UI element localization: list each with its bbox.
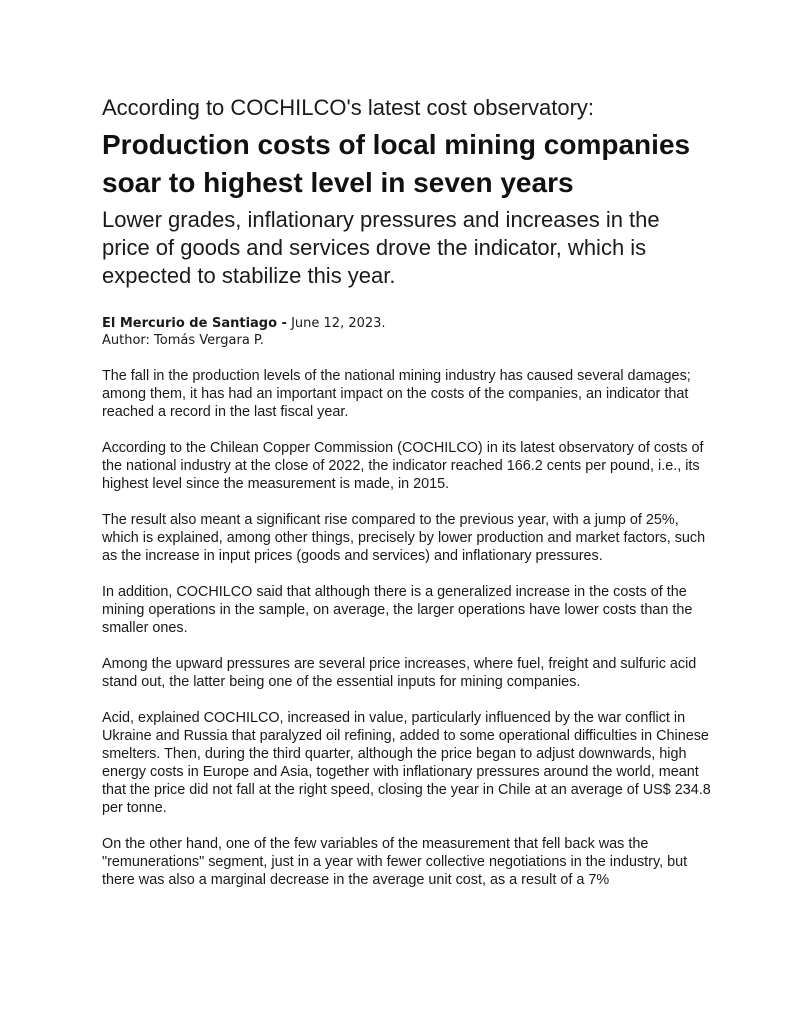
byline: [102, 315, 712, 349]
article: [102, 94, 712, 907]
article-headline: Production costs of local mining companies soar to highest level in seven years: [102, 129, 691, 198]
paragraph: In addition, COCHILCO said that although there is a generalized increase in the costs of the mining operations in the sample, on average, the larger operations have lower costs than the smaller ones.: [102, 584, 693, 636]
paragraph: According to the Chilean Copper Commission (COCHILCO) in its latest observatory of costs of the national industry at the close of 2022, the indicator reached 166.2 cents per pound, i.e., its highest level since the measurement is made, in 2015.: [102, 440, 704, 492]
paragraph: Among the upward pressures are several price increases, where fuel, freight and sulfuric acid stand out, the latter being one of the essential inputs for mining companies.: [102, 656, 697, 690]
paragraph: On the other hand, one of the few variables of the measurement that fell back was the "remunerations" segment, just in a year with fewer collective negotiations in the industry, but there was also a marginal decrease in the average unit cost, as a result of a 7%: [102, 836, 688, 888]
paragraph: Acid, explained COCHILCO, increased in value, particularly influenced by the war conflict in Ukraine and Russia that paralyzed oil refining, added to some operational difficulties in Chinese smelters. Then, during the third quarter, although the price began to adjust downwards, high energy costs in Europe and Asia, together with inflationary pressures around the world, meant that the price did not fall at the right speed, closing the year in Chile at an average of US$ 234.8 per tonne.: [102, 710, 711, 816]
article-body: [102, 367, 712, 889]
author: Author: Tomás Vergara P.: [102, 333, 264, 348]
source-line: [102, 315, 712, 332]
paragraph: The result also meant a significant rise compared to the previous year, with a jump of 25%, which is explained, among other things, precisely by lower production and market factors, such as the increase in input prices (goods and services) and inflationary pressures.: [102, 512, 706, 564]
article-kicker: According to COCHILCO's latest cost observatory:: [102, 95, 595, 120]
article-subhead: Lower grades, inflationary pressures and increases in the price of goods and services drove the indicator, which is expected to stabilize this year.: [102, 207, 660, 288]
source-name: El Mercurio de Santiago -: [102, 316, 287, 331]
paragraph: The fall in the production levels of the national mining industry has caused several damages; among them, it has had an important impact on the costs of the companies, an indicator that reached a record in the last fiscal year.: [102, 368, 691, 420]
publish-date: June 12, 2023.: [291, 316, 386, 331]
